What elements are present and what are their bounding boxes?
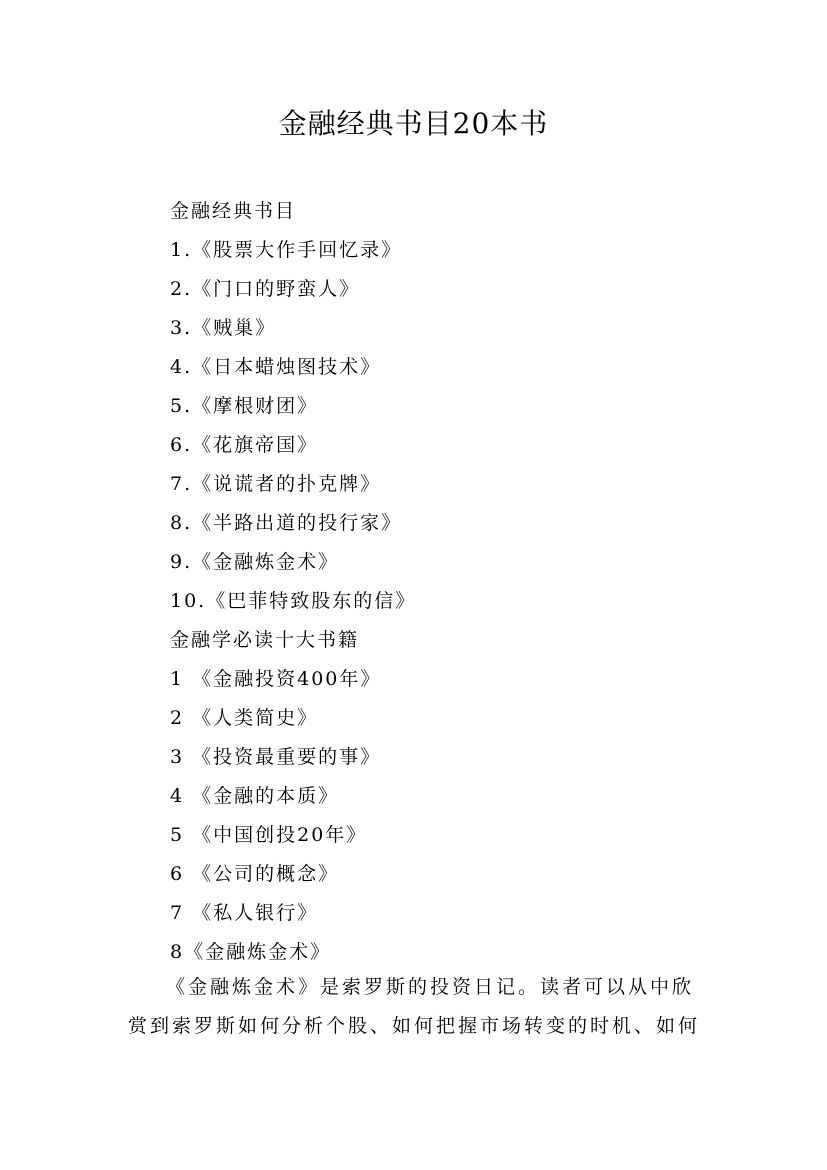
- paragraph-line: 《金融炼金术》是索罗斯的投资日记。读者可以从中欣: [166, 976, 695, 998]
- document-title: 金融经典书目20本书: [278, 107, 549, 140]
- list-item: 2.《门口的野蛮人》: [170, 278, 361, 300]
- list-item: 6 《公司的概念》: [170, 863, 340, 885]
- list-item: 3.《贼巢》: [170, 317, 277, 339]
- list-item: 1.《股票大作手回忆录》: [170, 239, 403, 261]
- list-item: 8.《半路出道的投行家》: [170, 512, 403, 534]
- list-item: 6.《花旗帝国》: [170, 434, 319, 456]
- description-paragraph: [128, 968, 718, 1046]
- list-item: 4 《金融的本质》: [170, 785, 340, 807]
- list-item: 7 《私人银行》: [170, 902, 319, 924]
- list-item: 7.《说谎者的扑克牌》: [170, 473, 382, 495]
- list-item: 5.《摩根财团》: [170, 395, 319, 417]
- list-item: 2 《人类简史》: [170, 707, 319, 729]
- section-heading-classic-books: 金融经典书目: [170, 200, 297, 222]
- paragraph-line: 赏到索罗斯如何分析个股、如何把握市场转变的时机、如何: [128, 1015, 701, 1037]
- list-item: 9.《金融炼金术》: [170, 551, 340, 573]
- list-item: 1 《金融投资400年》: [170, 668, 382, 690]
- book-list: [170, 192, 730, 972]
- list-item: 4.《日本蜡烛图技术》: [170, 356, 382, 378]
- list-item: 8《金融炼金术》: [170, 941, 332, 963]
- list-item: 10.《巴菲特致股东的信》: [170, 590, 417, 612]
- list-item: 5 《中国创投20年》: [170, 824, 368, 846]
- list-item: 3 《投资最重要的事》: [170, 746, 382, 768]
- section-heading-top-ten-books: 金融学必读十大书籍: [170, 629, 360, 651]
